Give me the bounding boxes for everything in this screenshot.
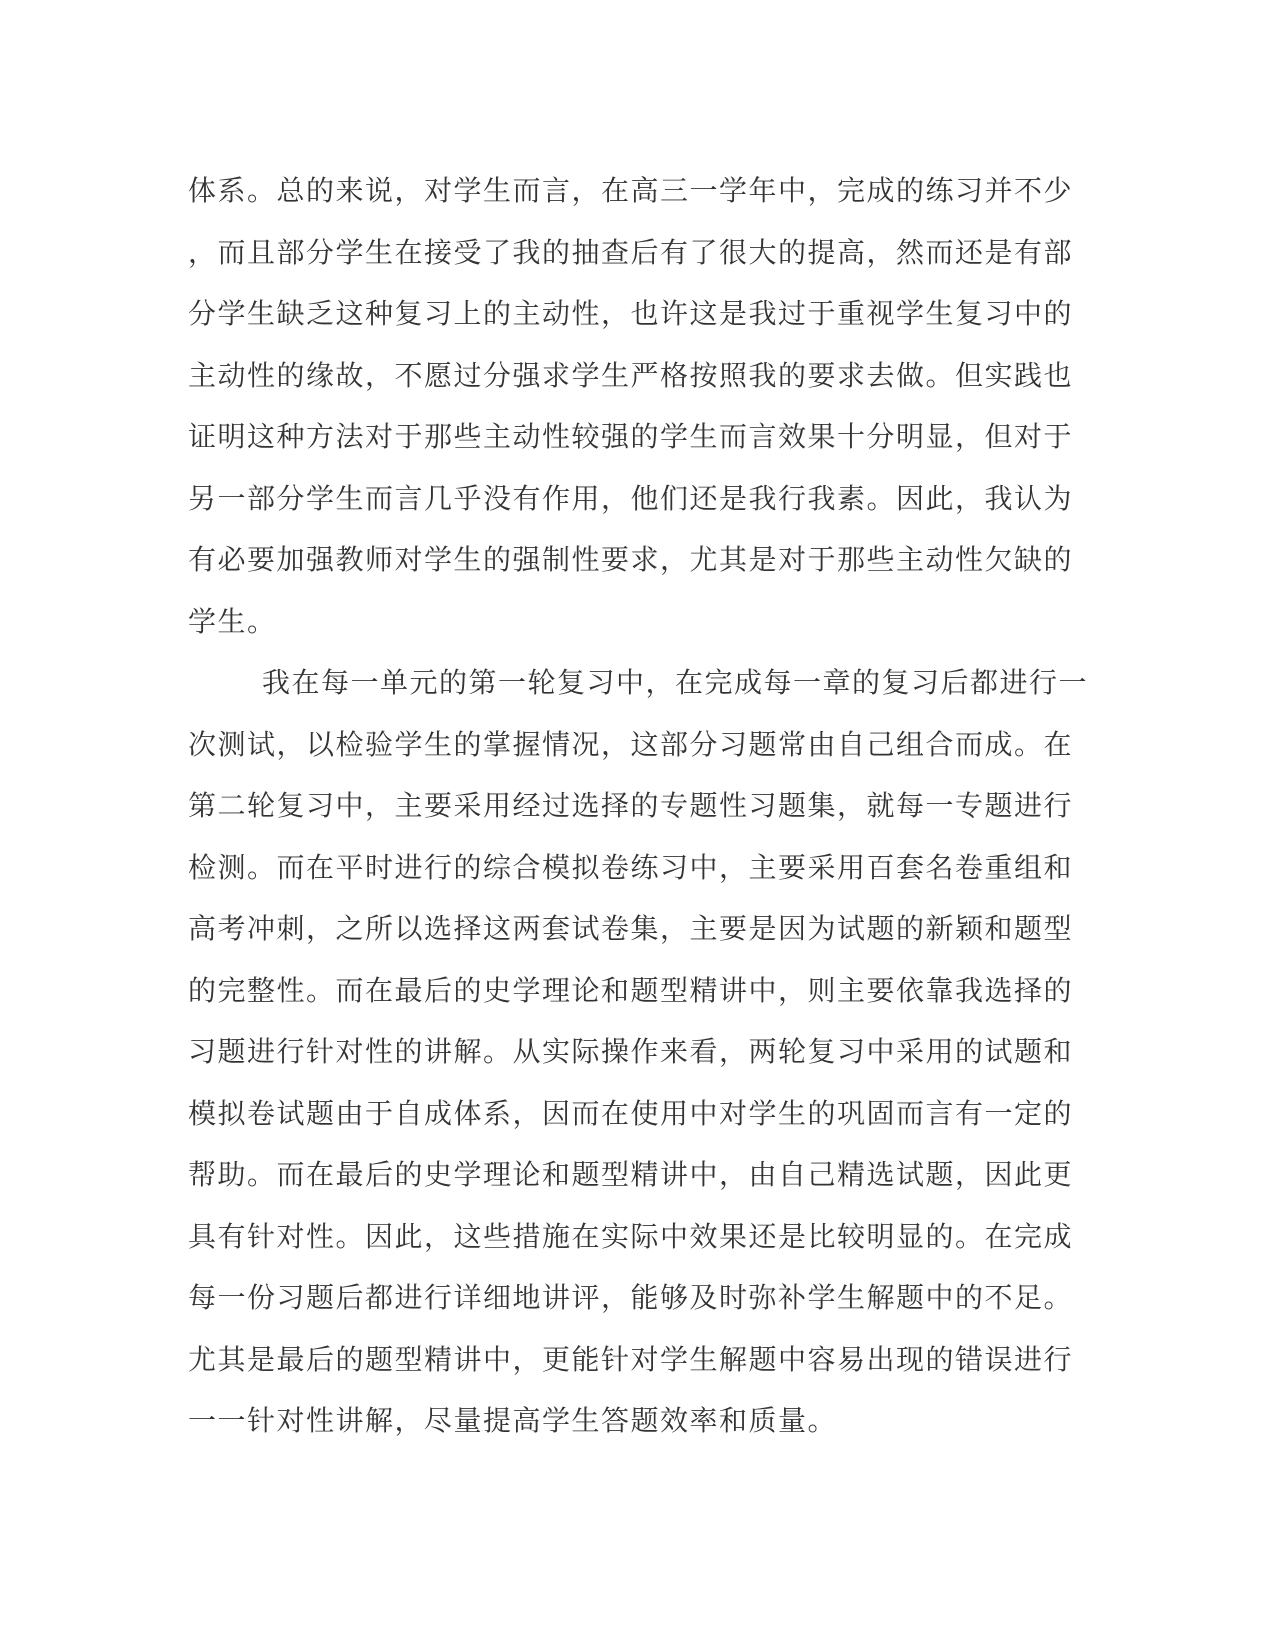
text-line: 的完整性。而在最后的史学理论和题型精讲中，则主要依靠我选择的 — [188, 973, 1074, 1007]
text-line: 体系。总的来说，对学生而言，在高三一学年中，完成的练习并不少 — [188, 174, 1074, 207]
text-line: 检测。而在平时进行的综合模拟卷练习中，主要采用百套名卷重组和 — [188, 850, 1074, 884]
text-line: 一一针对性讲解，尽量提高学生答题效率和质量。 — [188, 1404, 838, 1437]
text-line: 具有针对性。因此，这些措施在实际中效果还是比较明显的。在完成 — [188, 1219, 1074, 1253]
body-text — [188, 160, 1088, 1452]
text-line: 习题进行针对性的讲解。从实际操作来看，两轮复习中采用的试题和 — [188, 1035, 1074, 1068]
text-line: 主动性的缘故，不愿过分强求学生严格按照我的要求去做。但实践也 — [188, 358, 1074, 392]
text-line: 第二轮复习中，主要采用经过选择的专题性习题集，就每一专题进行 — [188, 789, 1074, 822]
text-line: 模拟卷试题由于自成体系，因而在使用中对学生的巩固而言有一定的 — [188, 1096, 1074, 1130]
text-line: 证明这种方法对于那些主动性较强的学生而言效果十分明显，但对于 — [188, 420, 1074, 453]
paragraph-1 — [188, 160, 1088, 652]
text-line: 每一份习题后都进行详细地讲评，能够及时弥补学生解题中的不足。 — [188, 1281, 1074, 1314]
text-line: 学生。 — [188, 604, 277, 638]
text-line: ，而且部分学生在接受了我的抽查后有了很大的提高，然而还是有部 — [188, 235, 1074, 269]
text-line: 次测试，以检验学生的掌握情况，这部分习题常由自己组合而成。在 — [188, 727, 1074, 761]
text-line: 高考冲刺，之所以选择这两套试卷集，主要是因为试题的新颖和题型 — [188, 912, 1074, 945]
text-line: 另一部分学生而言几乎没有作用，他们还是我行我素。因此，我认为 — [188, 481, 1074, 515]
text-line: 尤其是最后的题型精讲中，更能针对学生解题中容易出现的错误进行 — [188, 1342, 1074, 1376]
text-line: 帮助。而在最后的史学理论和题型精讲中，由自己精选试题，因此更 — [188, 1158, 1074, 1191]
text-line: 分学生缺乏这种复习上的主动性，也许这是我过于重视学生复习中的 — [188, 297, 1074, 330]
text-line: 有必要加强教师对学生的强制性要求，尤其是对于那些主动性欠缺的 — [188, 543, 1074, 576]
paragraph-2 — [188, 652, 1088, 1452]
text-line: 我在每一单元的第一轮复习中，在完成每一章的复习后都进行一 — [262, 666, 1089, 699]
